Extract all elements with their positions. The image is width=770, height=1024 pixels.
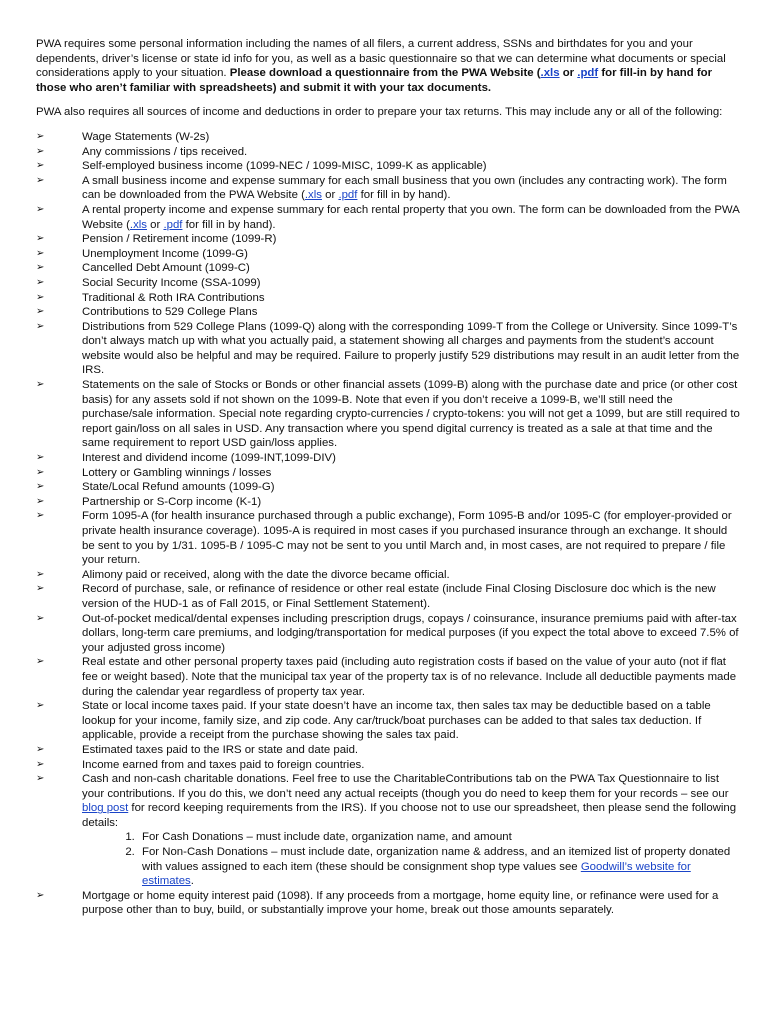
arrow-bullet-icon: ➢ bbox=[36, 233, 45, 245]
arrow-bullet-icon: ➢ bbox=[36, 145, 45, 157]
arrow-bullet-icon: ➢ bbox=[36, 306, 45, 318]
small-business-xls-link[interactable]: .xls bbox=[304, 189, 322, 202]
arrow-bullet-icon: ➢ bbox=[36, 174, 45, 186]
sub-list-item: 1. For Cash Donations – must include date, organization name, and amount bbox=[138, 830, 740, 845]
arrow-bullet-icon: ➢ bbox=[36, 773, 45, 785]
arrow-bullet-icon: ➢ bbox=[36, 700, 45, 712]
list-item: ➢ Wage Statements (W-2s) bbox=[36, 130, 210, 143]
questionnaire-pdf-link[interactable]: .pdf bbox=[577, 67, 599, 80]
list-item: ➢ Traditional & Roth IRA Contributions bbox=[36, 291, 265, 304]
arrow-bullet-icon: ➢ bbox=[36, 495, 45, 507]
intro-bold: Please download a questionnaire from the PWA Website (.xls or .pdf for fill-in by hand for those who aren’t familiar with spreadsheets) and submit it with your tax documents. bbox=[36, 67, 713, 94]
rental-xls-link[interactable]: .xls bbox=[129, 218, 147, 231]
list-item: ➢ Income earned from and taxes paid to foreign countries. bbox=[36, 758, 365, 771]
arrow-bullet-icon: ➢ bbox=[36, 510, 45, 522]
arrow-bullet-icon: ➢ bbox=[36, 320, 45, 332]
arrow-bullet-icon: ➢ bbox=[36, 583, 45, 595]
list-item: ➢ Contributions to 529 College Plans bbox=[36, 306, 258, 319]
arrow-bullet-icon: ➢ bbox=[36, 276, 45, 288]
list-item: ➢ Distributions from 529 College Plans (1099-Q) along with the corresponding 1099-T from the College or University. Since 1099-T’s don’t always match up with what you actually paid, a statement showing all charges and payments from the student’s account website would also be helpful and may be required. Failure to properly justify 529 distributions may result in an audit letter from the IRS. bbox=[36, 320, 740, 377]
rental-pdf-link[interactable]: .pdf bbox=[163, 218, 183, 231]
arrow-bullet-icon: ➢ bbox=[36, 656, 45, 668]
arrow-bullet-icon: ➢ bbox=[36, 262, 45, 274]
arrow-bullet-icon: ➢ bbox=[36, 568, 45, 580]
list-item: ➢ Partnership or S-Corp income (K-1) bbox=[36, 495, 262, 508]
sub-list-item: 2. For Non-Cash Donations – must include date, organization name & address, and an itemized list of property donated with values assigned to each item (these should be consignment shop type values see Goodwill’s website for estimates. bbox=[138, 845, 740, 889]
blog-post-link[interactable]: blog post bbox=[82, 802, 129, 815]
arrow-bullet-icon: ➢ bbox=[36, 481, 45, 493]
goodwill-link[interactable]: Goodwill’s website for estimates bbox=[142, 860, 691, 888]
list-item: ➢ Out-of-pocket medical/dental expenses including prescription drugs, copays / coinsurance, insurance premiums paid with after-tax dollars, long-term care premiums, and lodging/transportation for medical purposes (if you expect the total above to exceed 7.5% of your adjusted gross income) bbox=[36, 612, 739, 654]
intro-text: PWA requires some personal information including the names of all filers, a current address, SSNs and birthdates for you and your dependents, driver’s license or state id info for you, as well as a basic questionnaire so that we can determine what documents or special considerations apply to your situation. bbox=[36, 38, 726, 80]
list-item: ➢ Statements on the sale of Stocks or Bonds or other financial assets (1099-B) along with the purchase date and price (or other cost basis) for any assets sold if not shown on the 1099-B. Note that even if you don’t receive a 1099-B, we’ll still need the purchase/sale information. Special note regarding crypto-currencies / crypto-tokens: you will not get a 1099, but are still required to report gain/loss on all sales in USD. Any transaction where you spend digital currency is treated as a sale at that time and the same requirement to report USD gain/loss applies. bbox=[36, 379, 740, 450]
arrow-bullet-icon: ➢ bbox=[36, 758, 45, 770]
list-item: ➢ Record of purchase, sale, or refinance of residence or other real estate (include Final Closing Disclosure doc which is the new version of the HUD-1 as of Fall 2015, or Final Settlement Statement). bbox=[36, 583, 716, 610]
list-item: ➢ Mortgage or home equity interest paid (1098). If any proceeds from a mortgage, home equity line, or refinance were used for a purpose other than to buy, build, or substantially improve your home, break out those amounts separately. bbox=[36, 889, 719, 917]
small-business-pdf-link[interactable]: .pdf bbox=[338, 189, 358, 202]
list-item: ➢ Pension / Retirement income (1099-R) bbox=[36, 233, 277, 246]
list-item: ➢ Alimony paid or received, along with the date the divorce became official. bbox=[36, 568, 450, 581]
arrow-bullet-icon: ➢ bbox=[36, 291, 45, 303]
list-item: ➢ Any commissions / tips received. bbox=[36, 145, 248, 158]
list-item: ➢ State/Local Refund amounts (1099-G) bbox=[36, 481, 275, 494]
arrow-bullet-icon: ➢ bbox=[36, 466, 45, 478]
arrow-bullet-icon: ➢ bbox=[36, 130, 45, 142]
arrow-bullet-icon: ➢ bbox=[36, 379, 45, 391]
questionnaire-xls-link[interactable]: .xls bbox=[540, 67, 560, 80]
list-item: ➢ Cancelled Debt Amount (1099-C) bbox=[36, 262, 250, 275]
donation-details-list bbox=[82, 830, 740, 888]
list-item: ➢ Form 1095-A (for health insurance purchased through a public exchange), Form 1095-B and/or 1095-C (for employer-provided or private health insurance coverage). 1095-A is required in most cases if you purchased insurance through an exchange. It should be sent to you by 1/31. 1095-B / 1095-C may not be sent to you until March and, in most cases, are not required to prepare / file your return. bbox=[36, 510, 732, 567]
arrow-bullet-icon: ➢ bbox=[36, 247, 45, 259]
list-item: ➢ State or local income taxes paid. If your state doesn’t have an income tax, then sales tax may be deductible based on a table lookup for your income, family size, and zip code. Any car/truck/boat purchases can be added to that sales tax deduction. If applicable, provide a receipt from the purchase showing the sales tax paid. bbox=[36, 700, 711, 742]
list-item: ➢ Unemployment Income (1099-G) bbox=[36, 247, 248, 260]
list-item: ➢ A small business income and expense summary for each small business that you own (includes any contracting work). The form can be downloaded from the PWA Website (.xls or .pdf for fill in by hand). bbox=[36, 174, 727, 202]
list-item: ➢ A rental property income and expense summary for each rental property that you own. The form can be downloaded from the PWA Website (.xls or .pdf for fill in by hand). bbox=[36, 203, 740, 231]
list-item: ➢ Interest and dividend income (1099-INT,1099-DIV) bbox=[36, 452, 336, 465]
arrow-bullet-icon: ➢ bbox=[36, 743, 45, 755]
intro-paragraph-1 bbox=[36, 37, 740, 95]
list-item: ➢ Estimated taxes paid to the IRS or state and date paid. bbox=[36, 743, 359, 756]
arrow-bullet-icon: ➢ bbox=[36, 452, 45, 464]
intro-paragraph-2: PWA also requires all sources of income and deductions in order to prepare your tax returns. This may include any or all of the following: bbox=[36, 106, 723, 119]
list-item-charity: ➢ Cash and non-cash charitable donations. Feel free to use the CharitableContributions tab on the PWA Tax Questionnaire to list your contributions. If you do this, we don’t need any actual receipts (though you do need to keep them for your records – see our blog post for record keeping requirements from the IRS). If you choose not to use our spreadsheet, then please send the following details: 1. For Cash Donations – must include date, organization name, and amount 2. For Non-Cash Donations – must include date, organization name & address, and an itemized list of property donated with values assigned to each item (these should be consignment shop type values see Goodwill’s website for estimates. bbox=[36, 772, 740, 889]
list-item: ➢ Social Security Income (SSA-1099) bbox=[36, 276, 261, 289]
list-item: ➢ Self-employed business income (1099-NEC / 1099-MISC, 1099-K as applicable) bbox=[36, 160, 487, 173]
arrow-bullet-icon: ➢ bbox=[36, 612, 45, 624]
arrow-bullet-icon: ➢ bbox=[36, 203, 45, 215]
arrow-bullet-icon: ➢ bbox=[36, 160, 45, 172]
list-item: ➢ Lottery or Gambling winnings / losses bbox=[36, 466, 272, 479]
arrow-bullet-icon: ➢ bbox=[36, 889, 45, 901]
list-item: ➢ Real estate and other personal property taxes paid (including auto registration costs if based on the value of your auto (not if flat fee or weight based). Note that the municipal tax year of the property tax is of no relevance. Include all deductible payments made during the calendar year regardless of property tax year. bbox=[36, 656, 737, 698]
documents-list bbox=[36, 130, 740, 918]
